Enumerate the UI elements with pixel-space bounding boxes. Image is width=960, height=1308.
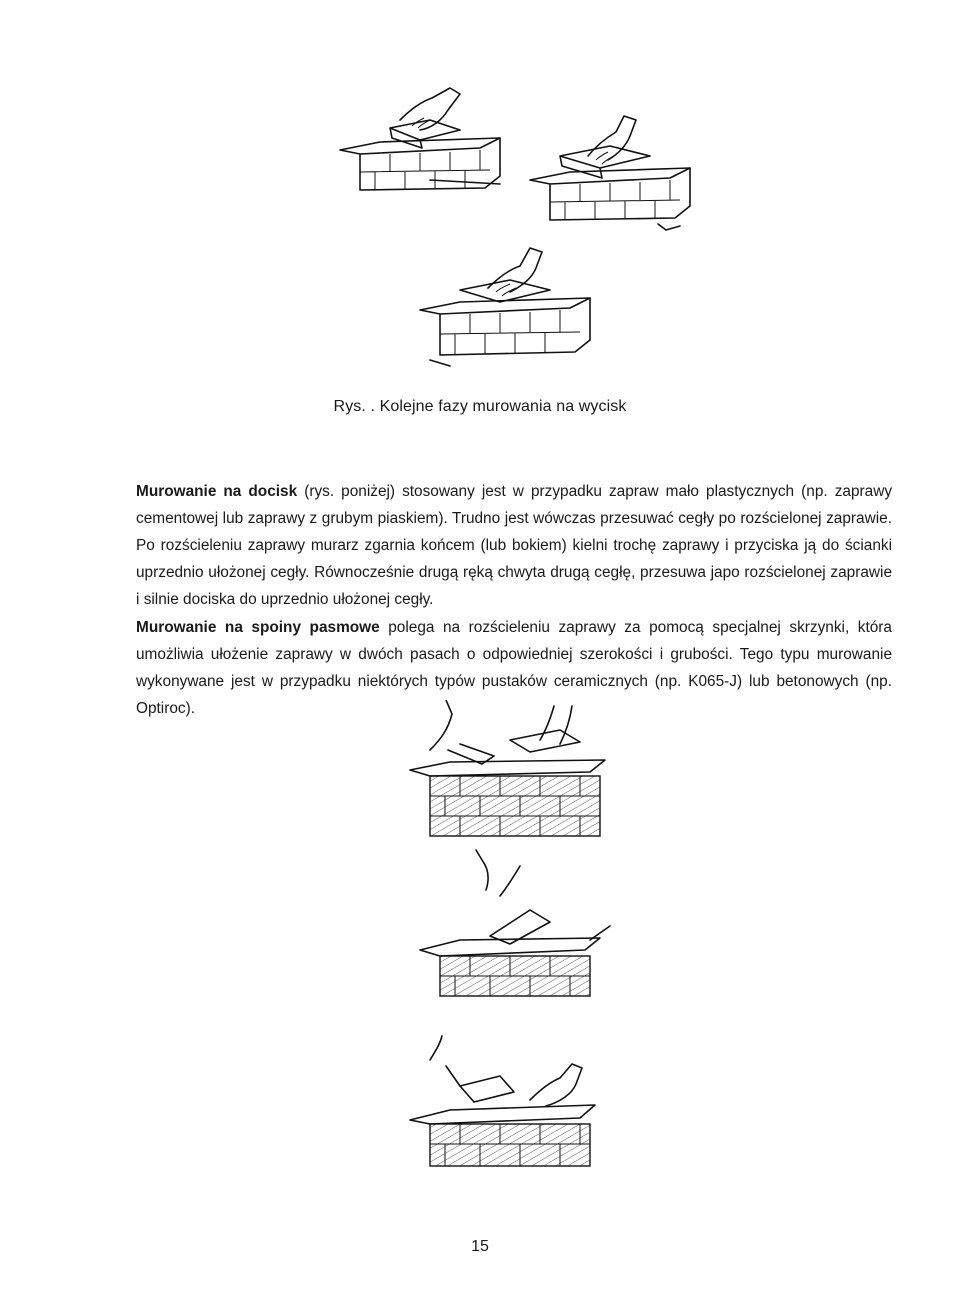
paragraph-spoiny-title: Murowanie na spoiny pasmowe xyxy=(136,619,380,636)
paragraph-docisk xyxy=(136,478,892,613)
paragraph-docisk-title: Murowanie na docisk xyxy=(136,483,298,500)
paragraph-docisk-text: (rys. poniżej) stosowany jest w przypadku zapraw mało plastycznych (np. zaprawy cementowej lub zaprawy z grubym piaskiem). Trudno jest wówczas przesuwać cegły po rozścielonej zaprawie. Po rozścieleniu zaprawy murarz zgarnia końcem (lub bokiem) kielni trochę zaprawy i przyciska ją do ścianki uprzednio ułożonej cegły. Równocześnie drugą ręką chwyta drugą cegłę, przesuwa japo rozścielonej zaprawie i silnie dociska do uprzednio ułożonej cegły. xyxy=(136,483,893,608)
press-step-2-drawing xyxy=(420,850,610,996)
press-step-3-drawing xyxy=(410,1036,595,1166)
phase-1-drawing xyxy=(340,88,500,190)
figure-caption: Rys. . Kolejne fazy murowania na wycisk xyxy=(333,398,627,415)
bricklaying-phases-illustration xyxy=(320,80,700,370)
press-step-1-drawing xyxy=(410,700,605,836)
phase-2-drawing xyxy=(530,116,690,230)
phase-3-drawing xyxy=(420,248,590,366)
pressing-method-illustration xyxy=(390,700,630,1170)
paragraph-spoiny-text: polega na rozścieleniu zaprawy za pomocą specjalnej skrzynki, która umożliwia ułożenie zaprawy w dwóch pasach o odpowiedniej szerokości i grubości. Tego typu murowanie wykonywane jest w przypadku niektórych typów pustaków ceramicznych (np. K065-J) lub betonowych (np. Optiroc). xyxy=(136,619,892,717)
page-number: 15 xyxy=(471,1238,489,1255)
